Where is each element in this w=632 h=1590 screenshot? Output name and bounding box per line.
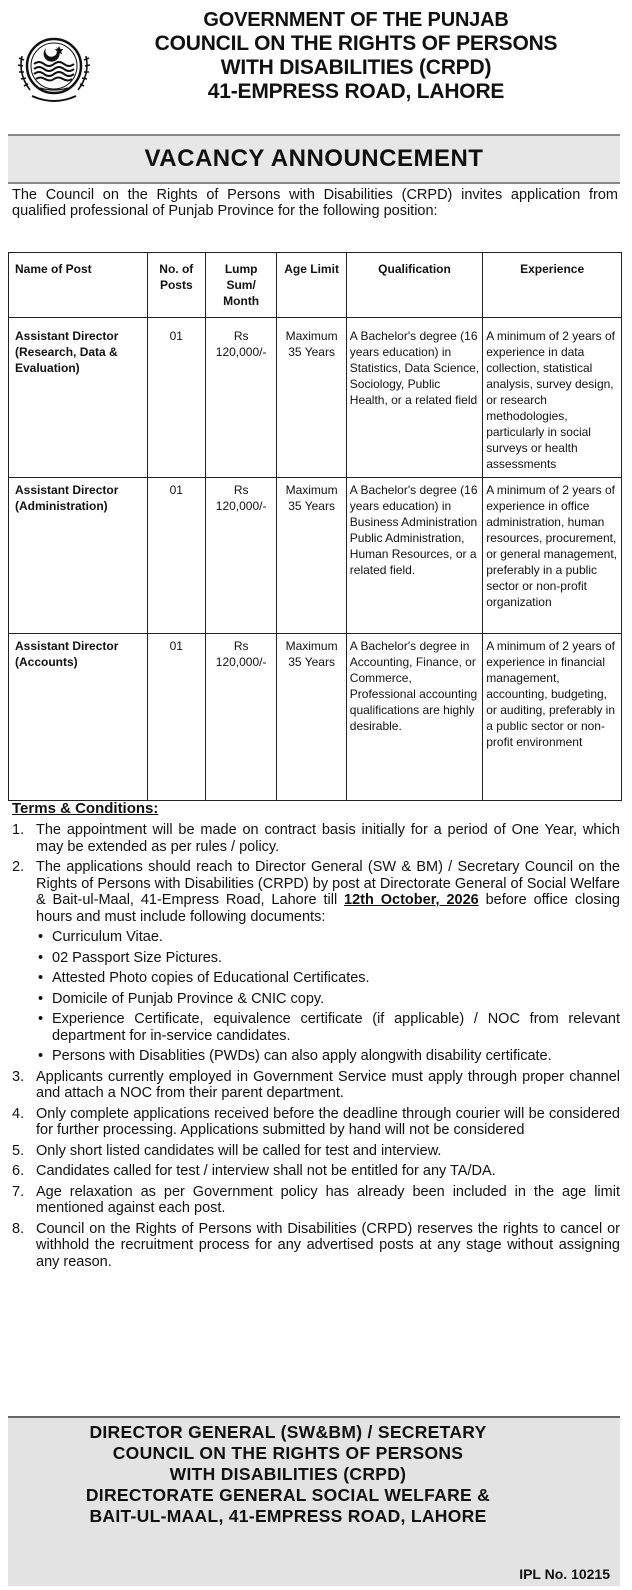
cell-qualification: A Bachelor's degree in Accounting, Finance, or Commerce, Professional accounting qualifications are highly desirable.: [346, 634, 482, 801]
term-text-before: The applications should reach to Director General (SW & BM) / Secretary Council on the Rights of Persons with Disabilities (CRPD) by post at Directorate General of Social Welfare & Bait-ul-Maal, 41-Empress Road, Lahore till: [36, 859, 620, 908]
column-header-lump-sum: Lump Sum/ Month: [205, 253, 277, 318]
term-text: Council on the Rights of Persons with Disabilities (CRPD) reserves the rights to cancel or withhold the recruitment process for any advertised posts at any stage without assigning any reason.: [36, 1220, 620, 1270]
column-header-qualification: Qualification: [346, 253, 482, 318]
column-header-posts: No. of Posts: [147, 253, 205, 318]
term-number: 2.: [12, 859, 25, 875]
cell-qualification: A Bachelor's degree (16 years education) in Statistics, Data Science, Sociology, Public Health, or a related field: [346, 318, 482, 478]
term-number: 3.: [12, 1068, 25, 1085]
cell-age-limit: Maximum 35 Years: [277, 318, 346, 478]
footer-line-3: WITH DISABILITIES (CRPD): [169, 1464, 407, 1484]
bullet-text: Attested Photo copies of Educational Certificates.: [52, 970, 370, 986]
term-number: 1.: [12, 822, 25, 838]
term-text: Applicants currently employed in Government Service must apply through proper channel and attach a NOC from their parent department.: [36, 1068, 620, 1101]
cell-qualification: A Bachelor's degree (16 years education) in Business Administration Public Administration, Human Resources, or a related field.: [346, 478, 482, 634]
bullet-text: Persons with Disablities (PWDs) can also apply alongwith disability certificate.: [52, 1048, 552, 1064]
term-item: [12, 1163, 620, 1180]
term-text-after: before office closing hours and must include following documents:: [36, 892, 620, 925]
bullet-icon: •: [38, 970, 44, 986]
footer-address: [8, 1422, 568, 1527]
term-item: [12, 1106, 620, 1139]
bullet-text: Domicile of Punjab Province & CNIC copy.: [52, 990, 325, 1007]
term-text: The appointment will be made on contract basis initially for a period of One Year, which may be extended as per rules / policy.: [36, 822, 620, 855]
term-number: 6.: [12, 1163, 25, 1179]
footer-line-2: COUNCIL ON THE RIGHTS OF PERSONS: [112, 1443, 464, 1463]
term-item: [12, 1184, 620, 1217]
header-line-2: COUNCIL ON THE RIGHTS OF PERSONS: [154, 32, 558, 55]
term-item: [12, 1069, 620, 1102]
cell-posts: 01: [147, 318, 205, 478]
table-row: [9, 478, 622, 634]
bullet-icon: •: [38, 949, 44, 966]
header-line-1: GOVERNMENT OF THE PUNJAB: [203, 9, 509, 31]
cell-age-limit: Maximum 35 Years: [277, 634, 346, 801]
terms-title: Terms & Conditions:: [12, 800, 159, 817]
vacancy-banner: VACANCY ANNOUNCEMENT: [8, 134, 620, 184]
column-header-age-limit: Age Limit: [277, 253, 346, 318]
intro-paragraph: The Council on the Rights of Persons with Disabilities (CRPD) invites application from qualified professional of Punjab Province for the following position:: [12, 187, 618, 219]
deadline-date: 12th October, 2026: [344, 892, 479, 908]
document-bullet: [12, 1048, 620, 1065]
term-item: [12, 822, 620, 855]
cell-posts: 01: [147, 634, 205, 801]
header-title: [100, 8, 612, 104]
terms-list: [12, 822, 620, 1274]
document-bullet: [12, 950, 620, 967]
term-number: 4.: [12, 1105, 25, 1122]
cell-experience: A minimum of 2 years of experience in financial management, accounting, budgeting, or auditing, preferably in a public sector or non-profit environment: [483, 634, 622, 801]
document-bullet: [12, 970, 620, 987]
cell-post: Assistant Director (Accounts): [9, 634, 148, 801]
cell-lump-sum: Rs 120,000/-: [205, 634, 277, 801]
cell-lump-sum: Rs 120,000/-: [205, 318, 277, 478]
cell-post: Assistant Director (Administration): [9, 478, 148, 634]
term-number: 8.: [12, 1220, 25, 1237]
term-number: 5.: [12, 1142, 25, 1159]
term-text: Age relaxation as per Government policy has already been included in the age limit mentioned against each post.: [36, 1183, 620, 1216]
cell-post: Assistant Director (Research, Data & Evaluation): [9, 318, 148, 478]
bullet-text: 02 Passport Size Pictures.: [52, 949, 223, 966]
header-line-4: 41-EMPRESS ROAD, LAHORE: [207, 80, 505, 103]
term-number: 7.: [12, 1183, 25, 1200]
table-row: [9, 634, 622, 801]
vacancy-table: [8, 252, 622, 801]
bullet-icon: •: [38, 990, 44, 1007]
footer-address-block: [8, 1416, 620, 1586]
term-text: Candidates called for test / interview shall not be entitled for any TA/DA.: [36, 1163, 496, 1179]
term-text: Only short listed candidates will be called for test and interview.: [36, 1142, 442, 1159]
header-line-3: WITH DISABILITIES (CRPD): [220, 56, 492, 79]
term-item: [12, 1143, 620, 1160]
term-item: [12, 859, 620, 925]
footer-line-4: DIRECTORATE GENERAL SOCIAL WELFARE &: [85, 1485, 491, 1505]
punjab-government-seal-icon: [12, 26, 96, 110]
cell-experience: A minimum of 2 years of experience in data collection, statistical analysis, survey design, or research methodologies, particularly in social surveys or health assessments: [483, 318, 622, 478]
bullet-text: Experience Certificate, equivalence certificate (if applicable) / NOC from relevant department for in-service candidates.: [52, 1011, 620, 1044]
column-header-post: Name of Post: [9, 253, 148, 318]
cell-posts: 01: [147, 478, 205, 634]
bullet-text: Curriculum Vitae.: [52, 929, 163, 945]
cell-lump-sum: Rs 120,000/-: [205, 478, 277, 634]
term-text: Only complete applications received before the deadline through courier will be considered for further processing. Applications submitted by hand will not be considered: [36, 1105, 620, 1138]
bullet-icon: •: [38, 1048, 44, 1064]
bullet-icon: •: [38, 1011, 44, 1027]
bullet-icon: •: [38, 929, 44, 945]
header: [0, 8, 632, 124]
column-header-experience: Experience: [483, 253, 622, 318]
term-item: [12, 1221, 620, 1271]
ipl-number: IPL No. 10215: [519, 1566, 610, 1582]
footer-line-1: DIRECTOR GENERAL (SW&BM) / SECRETARY: [89, 1422, 487, 1442]
cell-age-limit: Maximum 35 Years: [277, 478, 346, 634]
cell-experience: A minimum of 2 years of experience in office administration, human resources, procurement, or general management, preferably in a public sector or non-profit organization: [483, 478, 622, 634]
document-bullet: [12, 1011, 620, 1044]
table-header-row: [9, 253, 622, 318]
document-bullet: [12, 991, 620, 1008]
table-row: [9, 318, 622, 478]
footer-line-5: BAIT-UL-MAAL, 41-EMPRESS ROAD, LAHORE: [89, 1506, 487, 1526]
document-bullet: [12, 929, 620, 946]
